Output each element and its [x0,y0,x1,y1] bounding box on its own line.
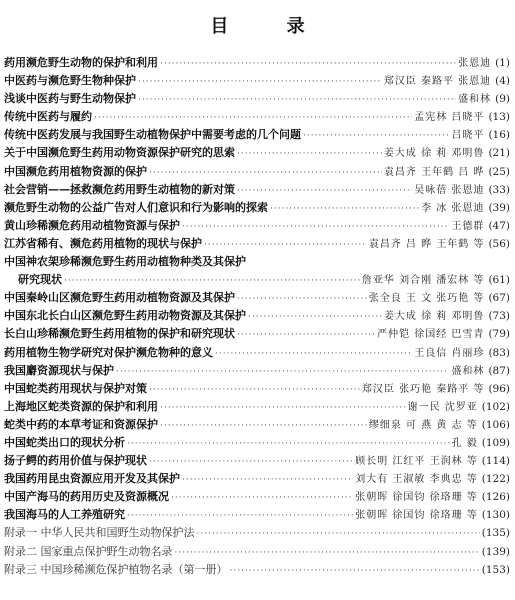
toc-entry-page: (9) [495,93,510,106]
toc-entry-title: 蛇类中药的本草考证和资源保护 [4,417,158,431]
toc-entry-page: (4) [495,75,510,88]
toc-entry-title: 我国药用昆虫资源应用开发及其保护 [4,472,180,486]
toc-entry-page: (126) [481,491,510,504]
toc-entry[interactable] [4,217,510,235]
dot-leader [237,326,375,343]
toc-entry-title: 扬子鳄的药用价值与保护现状 [4,454,147,468]
toc-entry-page: (87) [488,364,510,377]
toc-entry-author: 张朝晖 徐国钧 徐珞珊 等 [355,510,478,522]
toc-entry-title: 中国蛇类出口的现状分析 [4,435,125,449]
dot-leader [160,417,367,434]
toc-entry-author: 郑汉臣 张巧艳 秦路平 等 [361,383,485,395]
toc-entry-page: (122) [481,473,510,486]
dot-leader [215,345,412,362]
toc-entry-title: 中国产海马的药用历史及资源概况 [4,490,169,504]
toc-entry-author: 詹亚华 刘合刚 潘宏林 等 [361,275,485,287]
toc-entry-page: (39) [488,201,510,214]
dot-leader [149,164,382,181]
toc-entry-author: 王德群 [451,220,485,232]
toc-entry-author: 盛和林 [451,365,485,377]
toc-entry[interactable] [4,325,510,343]
toc-entry-title: 中国秦岭山区濒危野生药用动植物资源及其保护 [4,291,235,305]
toc-entry[interactable] [4,144,510,162]
dot-leader [138,91,456,108]
page-title: 目 录 [210,16,331,37]
toc-entry-title: 关于中国濒危野生药用动物资源保护研究的思索 [4,146,235,160]
toc-entry[interactable] [4,362,510,380]
toc-entry-page: (83) [488,346,510,359]
toc-entry[interactable] [4,253,510,271]
toc-entry[interactable] [4,126,510,144]
toc-entry[interactable] [4,235,510,253]
toc-entry-title: 中国神农架珍稀濒危野生药用动植物种类及其保护 [4,255,246,269]
toc-entry-author: 孟宪林 吕晓平 [414,112,485,124]
toc-entry[interactable] [4,506,510,524]
toc-entry[interactable] [4,524,510,542]
toc-entry-title: 中国蛇类药用现状与保护对策 [4,381,147,395]
toc-entry-page: (13) [488,111,510,124]
toc-entry-author: 王良信 肖丽珍 [414,347,485,359]
toc-entry-title: 传统中医药与履约 [4,110,92,124]
dot-leader [149,453,353,470]
toc-entry-page: (96) [488,382,510,395]
table-of-contents [4,54,510,579]
toc-entry-author: 盛和林 [458,94,492,106]
toc-entry[interactable] [4,488,510,506]
dot-leader [175,544,480,561]
toc-entry-title: 药用植物生物学研究对保护濒危物种的意义 [4,345,213,359]
toc-entry[interactable] [4,398,510,416]
toc-entry-title: 浅谈中医药与野生动物保护 [4,92,136,106]
toc-entry-author: 吴咏蓓 张恩迪 [414,184,485,196]
toc-entry-title: 黄山珍稀濒危药用动植物资源与保护 [4,218,180,232]
dot-leader [270,200,419,217]
toc-entry[interactable] [4,199,510,217]
toc-entry[interactable] [4,108,510,126]
toc-entry-author: 袁昌齐 吕 晔 王年鹤 等 [368,238,485,250]
toc-entry-page: (130) [481,509,510,522]
toc-entry-author: 谢一民 沈罗亚 [407,401,478,413]
toc-entry-title: 长白山珍稀濒危野生药用植物的保护和研究现状 [4,327,235,341]
toc-entry[interactable] [4,72,510,90]
toc-entry-title: 江苏省稀有、濒危药用植物的现状与保护 [4,236,202,250]
dot-leader [64,272,360,289]
toc-entry-page: (109) [481,436,510,449]
toc-entry-title: 中国东北长白山区濒危野生药用动物资源及其保护 [4,309,246,323]
toc-entry-title: 附录二 国家重点保护野生动物名录 [4,544,173,558]
toc-entry-page: (79) [488,328,510,341]
toc-entry-author: 袁昌齐 王年鹤 吕 晔 [383,166,485,178]
dot-leader [127,507,353,524]
toc-entry[interactable] [4,181,510,199]
toc-entry-title: 传统中医药发展与我国野生动植物保护中需要考虑的几个问题 [4,128,301,142]
toc-entry-page: (73) [488,310,510,323]
dot-leader [160,399,406,416]
toc-entry-page: (61) [488,274,510,287]
toc-entry-page: (33) [488,183,510,196]
toc-entry-title: 社会营销——拯救濒危药用野生动植物的新对策 [4,182,235,196]
dot-leader [160,55,456,72]
dot-leader [237,145,382,162]
toc-entry-title: 我国麝资源现状与保护 [4,363,114,377]
toc-entry-page: (56) [488,237,510,250]
toc-entry-author: 张全良 王 文 张巧艳 等 [368,293,485,305]
toc-entry[interactable] [4,470,510,488]
dot-leader [197,525,480,542]
toc-entry-title: 中医药与濒危野生物种保护 [4,74,136,88]
toc-entry[interactable] [4,271,510,289]
toc-entry-author: 张朝晖 徐国钧 徐珞珊 等 [355,492,478,504]
toc-entry[interactable] [4,90,510,108]
toc-entry[interactable] [4,416,510,434]
toc-entry-author: 郑汉臣 秦路平 张恩迪 [383,76,492,88]
dot-leader [182,218,449,235]
toc-entry-page: (1) [495,57,510,69]
dot-leader [237,182,412,199]
dot-leader [138,73,382,90]
dot-leader [149,381,360,398]
toc-entry[interactable] [4,163,510,181]
toc-entry-title: 附录一 中华人民共和国野生动物保护法 [4,526,195,540]
toc-entry-title: 药用濒危野生动物的保护和利用 [4,56,158,69]
toc-entry-author: 孔 毅 [451,437,478,449]
toc-entry-page: (102) [481,400,510,413]
toc-entry-page: (67) [488,292,510,305]
toc-entry[interactable] [4,452,510,470]
toc-entry-author: 顾长明 江红平 王润林 等 [355,456,478,468]
toc-entry-title: 濒危野生动物的公益广告对人们意识和行为影响的探索 [4,200,268,214]
dot-leader [116,363,449,380]
dot-leader [237,290,367,307]
toc-entry-page: (153) [481,563,510,576]
toc-entry-title: 中国濒危药用植物资源的保护 [4,164,147,178]
dot-leader [94,109,412,126]
dot-leader [230,562,480,579]
toc-entry-author: 严仲铠 徐国经 巴雪青 [377,329,485,341]
toc-entry[interactable] [4,289,510,307]
toc-entry-page: (106) [481,418,510,431]
toc-entry-title: 研究现状 [18,273,62,287]
toc-entry[interactable] [4,561,510,579]
toc-entry-author: 吕晓平 [451,130,485,142]
toc-entry-title: 上海地区蛇类资源的保护和利用 [4,399,158,413]
dot-leader [171,489,353,506]
toc-entry-page: (135) [481,527,510,540]
toc-entry-page: (47) [488,219,510,232]
toc-entry[interactable] [4,543,510,561]
toc-entry[interactable] [4,434,510,452]
dot-leader [303,127,449,144]
toc-entry-page: (16) [488,129,510,142]
toc-entry-author: 姜大成 徐 莉 邓明鲁 [383,311,485,323]
toc-entry-author: 姜大成 徐 莉 邓明鲁 [383,148,485,160]
toc-entry-page: (139) [481,545,510,558]
toc-entry[interactable] [4,344,510,362]
toc-entry[interactable] [4,54,510,72]
toc-entry-page: (114) [481,455,510,468]
toc-entry-author: 缪细泉 可 燕 黄 志 等 [368,419,478,431]
toc-entry[interactable] [4,380,510,398]
dot-leader [127,435,450,452]
toc-entry-author: 张恩迪 [458,58,492,69]
toc-entry[interactable] [4,307,510,325]
toc-entry-author: 刘大有 王淑敏 李典忠 等 [355,474,478,486]
toc-entry-title: 附录三 中国珍稀濒危保护植物名录（第一册） [4,562,228,576]
toc-entry-title: 我国海马的人工养殖研究 [4,508,125,522]
toc-entry-author: 李 冰 张恩迪 [421,202,485,214]
dot-leader [248,308,382,325]
dot-leader [182,471,353,488]
toc-entry-page: (21) [488,147,510,160]
toc-entry-page: (25) [488,165,510,178]
dot-leader [204,236,367,253]
